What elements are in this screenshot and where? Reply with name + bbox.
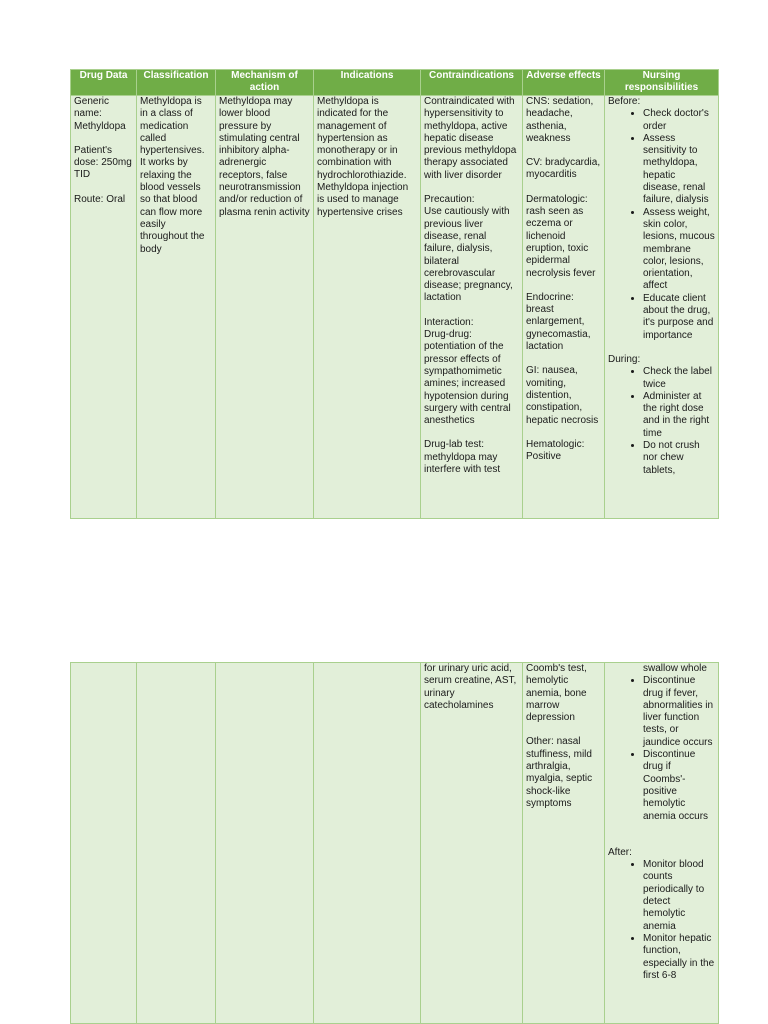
route: Route: Oral (74, 193, 126, 205)
before-label: Before: (608, 96, 641, 107)
list-item: • Assess sensitivity to methyldopa, hepatic disease, renal failure, dialysis (643, 133, 715, 207)
after-label: After: (608, 846, 632, 858)
generic-name: Generic name: Methyldopa (74, 96, 126, 132)
adverse-cns: CNS: sedation, headache, asthenia, weakness (526, 96, 594, 144)
list-item: • Check doctor's order (643, 108, 715, 133)
cell-mechanism-cont (216, 663, 314, 1024)
list-item: • Discontinue drug if Coombs'-positive hemolytic anemia occurs (643, 749, 715, 823)
table-row (71, 96, 719, 519)
list-item: • Administer at the right dose and in the right time (643, 391, 715, 440)
drug-table-page-1 (70, 69, 719, 519)
header-adverse-effects: Adverse effects (523, 70, 605, 96)
header-nursing: Nursing responsibilities (605, 70, 719, 96)
after-list (608, 859, 715, 982)
adverse-hematologic-cont: Coomb's test, hemolytic anemia, bone marrow depression (526, 663, 587, 724)
cell-adverse-effects (523, 96, 605, 519)
header-drug-data: Drug Data (71, 70, 137, 96)
cell-drug-data (71, 96, 137, 519)
interaction-text: Drug-drug: potentiation of the pressor effects of sympathomimetic amines; increased hypotension during surgery with central anesthetics (424, 329, 511, 427)
precaution-text: Use cautiously with previous liver disease, renal failure, dialysis, bilateral cerebrovascular disease; pregnancy, lactation (424, 206, 513, 304)
cell-contraindications-cont: for urinary uric acid, serum creatine, AST, urinary catecholamines (421, 663, 523, 1024)
during-list (608, 366, 715, 477)
cell-adverse-effects-cont (523, 663, 605, 1024)
cell-drug-data-cont (71, 663, 137, 1024)
table-row (71, 663, 719, 1024)
drug-table-page-2 (70, 662, 719, 1024)
adverse-endocrine: Endocrine: breast enlargement, gynecomastia, lactation (526, 291, 591, 353)
header-contraindications: Contraindications (421, 70, 523, 96)
list-item: • Discontinue drug if fever, abnormalities in liver function tests, or jaundice occurs (643, 675, 715, 749)
adverse-hematologic: Hematologic: Positive (526, 438, 585, 463)
cell-classification-cont (137, 663, 216, 1024)
during-item-continued: swallow whole (643, 663, 707, 674)
contraindication-text: Contraindicated with hypersensitivity to methyldopa, active hepatic disease previous methyldopa therapy associated with liver disorder (424, 96, 517, 181)
adverse-other: Other: nasal stuffiness, mild arthralgia, myalgia, septic shock-like symptoms (526, 736, 593, 809)
header-indications: Indications (314, 70, 421, 96)
list-item: • Monitor blood counts periodically to detect hemolytic anemia (643, 859, 715, 933)
adverse-cv: CV: bradycardia, myocarditis (526, 157, 601, 181)
list-item: • Check the label twice (643, 366, 715, 391)
table-header-row (71, 70, 719, 96)
during-label: During: (608, 353, 641, 365)
cell-mechanism: Methyldopa may lower blood pressure by stimulating central inhibitory alpha-adrenergic receptors, false neurotransmission and/or reduction of plasma renin activity (216, 96, 314, 519)
list-item: • Monitor hepatic function, especially in the first 6-8 (643, 933, 715, 982)
precaution-label: Precaution: (424, 194, 475, 206)
cell-contraindications (421, 96, 523, 519)
cell-nursing-cont (605, 663, 719, 1024)
header-classification: Classification (137, 70, 216, 96)
adverse-gi: GI: nausea, vomiting, distention, constipation, hepatic necrosis (526, 365, 599, 426)
patient-dose: Patient's dose: 250mg TID (74, 144, 132, 181)
cell-indications: Methyldopa is indicated for the management of hypertension as monotherapy or in combination with hydrochlorothiazide. Methyldopa injection is used to manage hypertensive crises (314, 96, 421, 519)
cell-classification: Methyldopa is in a class of medication called hypertensives. It works by relaxing the blood vessels so that blood can flow more easily throughout the body (137, 96, 216, 519)
list-item: • Educate client about the drug, it's purpose and importance (643, 293, 715, 342)
list-item: • Assess weight, skin color, lesions, mucous membrane color, lesions, orientation, affect (643, 207, 715, 293)
list-item: • Do not crush nor chew tablets, (643, 440, 715, 477)
adverse-derm: Dermatologic: rash seen as eczema or lichenoid eruption, toxic epidermal necrolysis fever (526, 193, 596, 279)
header-mechanism: Mechanism of action (216, 70, 314, 96)
interaction-label: Interaction: (424, 316, 474, 328)
before-list (608, 108, 715, 342)
cell-nursing (605, 96, 719, 519)
cell-indications-cont (314, 663, 421, 1024)
during-list-cont (608, 675, 715, 823)
drug-lab-text: Drug-lab test: methyldopa may interfere with test (424, 439, 501, 476)
